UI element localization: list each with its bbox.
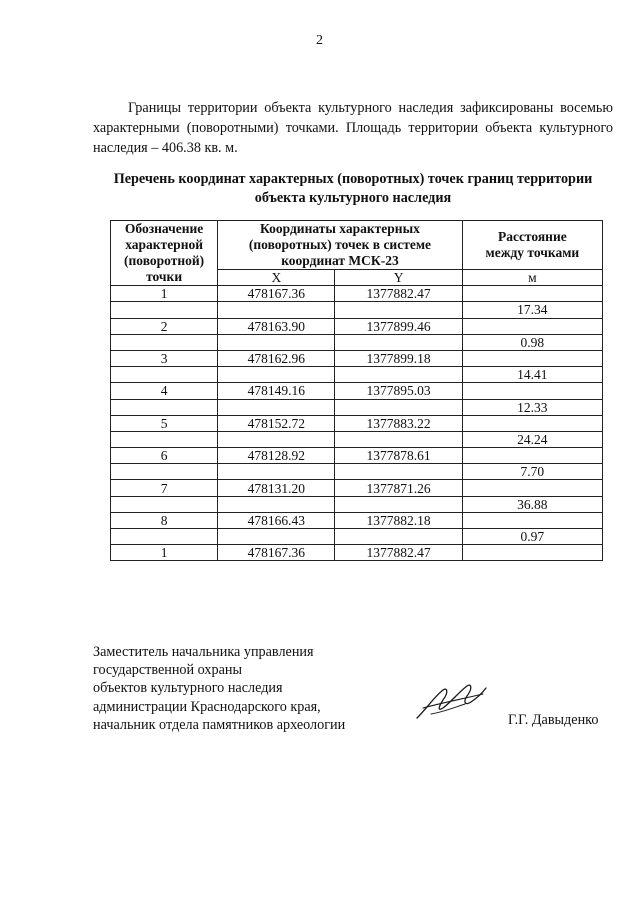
distance-row	[111, 334, 603, 350]
point-row	[111, 415, 603, 431]
signer-title-line: администрации Краснодарского края,	[93, 698, 321, 715]
signature-block	[93, 643, 393, 734]
empty-cell	[111, 496, 218, 512]
distance-row	[111, 399, 603, 415]
point-x: 478167.36	[218, 545, 335, 561]
empty-cell	[335, 529, 462, 545]
empty-cell	[218, 302, 335, 318]
empty-cell	[335, 431, 462, 447]
header-text: координат МСК-23	[281, 253, 399, 268]
empty-cell	[218, 334, 335, 350]
header-y: Y	[335, 270, 462, 286]
point-x: 478131.20	[218, 480, 335, 496]
signer-title-line: объектов культурного наследия	[93, 680, 283, 697]
distance-value: 36.88	[462, 496, 602, 512]
distance-row	[111, 367, 603, 383]
list-title-line: объекта культурного наследия	[254, 190, 452, 206]
distance-value: 7.70	[462, 464, 602, 480]
point-id: 1	[111, 545, 218, 561]
header-text: между точками	[485, 245, 580, 260]
point-row	[111, 383, 603, 399]
distance-row	[111, 464, 603, 480]
empty-cell	[111, 399, 218, 415]
empty-cell	[111, 334, 218, 350]
distance-empty-cell	[462, 415, 602, 431]
point-y: 1377899.46	[335, 318, 462, 334]
empty-cell	[111, 431, 218, 447]
distance-empty-cell	[462, 350, 602, 366]
signer-name: Г.Г. Давыденко	[508, 712, 599, 728]
point-id: 6	[111, 448, 218, 464]
header-text: Расстояние	[497, 229, 567, 244]
handwritten-signature	[413, 678, 488, 723]
header-text: точки	[146, 269, 183, 285]
point-x: 478128.92	[218, 448, 335, 464]
distance-row	[111, 529, 603, 545]
point-id: 1	[111, 286, 218, 302]
point-id: 2	[111, 318, 218, 334]
signer-title-line: начальник отдела памятников археологии	[93, 716, 346, 733]
point-id: 8	[111, 512, 218, 528]
point-y: 1377883.22	[335, 415, 462, 431]
point-y: 1377882.18	[335, 512, 462, 528]
distance-value: 12.33	[462, 399, 602, 415]
point-x: 478149.16	[218, 383, 335, 399]
distance-row	[111, 496, 603, 512]
point-x: 478167.36	[218, 286, 335, 302]
coordinates-list-title	[93, 170, 613, 208]
empty-cell	[335, 334, 462, 350]
empty-cell	[218, 399, 335, 415]
header-text: характерной	[125, 237, 203, 253]
distance-empty-cell	[462, 383, 602, 399]
empty-cell	[111, 464, 218, 480]
point-y: 1377899.18	[335, 350, 462, 366]
empty-cell	[335, 464, 462, 480]
point-y: 1377882.47	[335, 545, 462, 561]
header-distance-unit: м	[462, 270, 602, 286]
page-number: 2	[316, 33, 323, 48]
point-id: 7	[111, 480, 218, 496]
empty-cell	[335, 399, 462, 415]
point-id: 4	[111, 383, 218, 399]
empty-cell	[218, 529, 335, 545]
empty-cell	[218, 431, 335, 447]
point-x: 478152.72	[218, 415, 335, 431]
empty-cell	[335, 496, 462, 512]
empty-cell	[218, 464, 335, 480]
point-x: 478162.96	[218, 350, 335, 366]
point-id: 5	[111, 415, 218, 431]
point-x: 478163.90	[218, 318, 335, 334]
distance-row	[111, 431, 603, 447]
point-row	[111, 350, 603, 366]
header-distance	[462, 221, 602, 270]
distance-empty-cell	[462, 480, 602, 496]
point-row	[111, 480, 603, 496]
point-y: 1377871.26	[335, 480, 462, 496]
header-coordinates	[218, 221, 463, 270]
signer-title-line: Заместитель начальника управления	[93, 644, 314, 660]
point-x: 478166.43	[218, 512, 335, 528]
point-row	[111, 318, 603, 334]
point-y: 1377878.61	[335, 448, 462, 464]
signer-title-line: государственной охраны	[93, 662, 243, 679]
header-text: (поворотной)	[124, 253, 205, 269]
point-y: 1377882.47	[335, 286, 462, 302]
point-row	[111, 448, 603, 464]
point-row	[111, 545, 603, 561]
distance-row	[111, 302, 603, 318]
distance-value: 17.34	[462, 302, 602, 318]
empty-cell	[111, 529, 218, 545]
point-id: 3	[111, 350, 218, 366]
point-row	[111, 286, 603, 302]
empty-cell	[335, 367, 462, 383]
empty-cell	[111, 367, 218, 383]
point-y: 1377895.03	[335, 383, 462, 399]
distance-empty-cell	[462, 545, 602, 561]
header-point-designation	[111, 221, 218, 286]
header-text: Координаты характерных	[260, 221, 420, 236]
list-title-line: Перечень координат характерных (поворотных) точек границ территории	[113, 171, 593, 187]
distance-value: 0.98	[462, 334, 602, 350]
distance-empty-cell	[462, 318, 602, 334]
header-text: Обозначение	[124, 221, 204, 237]
distance-empty-cell	[462, 286, 602, 302]
distance-empty-cell	[462, 512, 602, 528]
coordinates-table	[110, 220, 603, 561]
header-text: (поворотных) точек в системе	[248, 237, 432, 252]
empty-cell	[335, 302, 462, 318]
empty-cell	[218, 367, 335, 383]
empty-cell	[218, 496, 335, 512]
coordinates-table-body	[111, 286, 603, 561]
header-x: X	[218, 270, 335, 286]
point-row	[111, 512, 603, 528]
intro-paragraph: Границы территории объекта культурного наследия зафиксированы восемью характерными (поворотными) точками. Площадь территории объекта культурного наследия – 406.38 кв. м.	[93, 100, 613, 156]
empty-cell	[111, 302, 218, 318]
distance-empty-cell	[462, 448, 602, 464]
distance-value: 0.97	[462, 529, 602, 545]
distance-value: 24.24	[462, 431, 602, 447]
distance-value: 14.41	[462, 367, 602, 383]
